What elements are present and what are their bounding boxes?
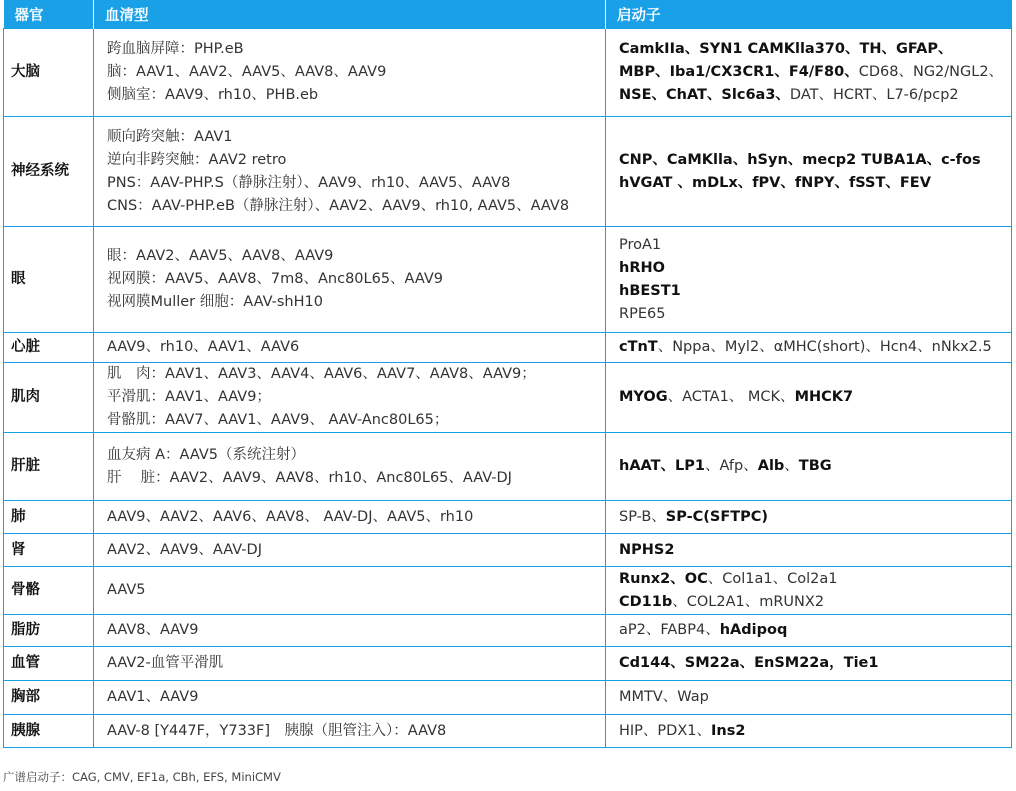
table-row	[4, 363, 1012, 433]
serotype-line: PNS：AAV-PHP.S（静脉注射）、AAV9、rh10、AAV5、AAV8	[107, 174, 511, 191]
organ-cell: 神经系统	[4, 117, 94, 227]
promoter-cell	[606, 433, 1012, 501]
promoter-line	[619, 280, 1003, 303]
promoter-bold-text: MYOG	[619, 389, 668, 405]
table-body	[4, 29, 1012, 748]
promoter-bold-text: hRHO	[619, 259, 665, 276]
serotype-cell	[94, 647, 606, 681]
serotype-line: 顺向跨突触：AAV1	[107, 128, 233, 145]
promoter-bold-text: hBEST1	[619, 282, 681, 299]
serotype-line: AAV2-血管平滑肌	[107, 655, 224, 671]
promoter-line	[619, 506, 1003, 529]
promoter-line	[619, 172, 1003, 195]
serotype-line: 视网膜Muller 细胞：AAV-shH10	[107, 294, 323, 310]
serotype-cell	[94, 227, 606, 333]
serotype-line: AAV8、AAV9	[107, 622, 199, 638]
promoter-line	[619, 61, 1003, 84]
organ-cell: 肝脏	[4, 433, 94, 501]
promoter-text: 、Afp、	[705, 458, 758, 474]
promoter-bold-text: hVGAT 、mDLx、fPV、fNPY、fSST、FEV	[619, 174, 931, 191]
promoter-line	[619, 720, 1003, 743]
serotype-line: 肌 肉：AAV1、AAV3、AAV4、AAV6、AAV7、AAV8、AAV9；	[107, 366, 536, 382]
serotype-line: 肝 脏：AAV2、AAV9、AAV8、rh10、Anc80L65、AAV-DJ	[107, 469, 512, 486]
organ-cell: 骨骼	[4, 567, 94, 615]
promoter-line	[619, 257, 1003, 280]
promoter-cell	[606, 615, 1012, 647]
promoter-line	[619, 386, 1003, 409]
table-row	[4, 615, 1012, 647]
header-serotype: 血清型	[94, 0, 606, 29]
serotype-line: 平滑肌：AAV1、AAV9；	[107, 389, 271, 405]
serotype-line: 视网膜：AAV5、AAV8、7m8、Anc80L65、AAV9	[107, 271, 444, 287]
promoter-line	[619, 539, 1003, 562]
promoter-text: 、ACTA1、 MCK、	[667, 389, 795, 405]
promoter-text: CD68、NG2/NGL2、	[858, 64, 1004, 80]
table-row	[4, 715, 1012, 748]
serotype-line: AAV9、rh10、AAV1、AAV6	[107, 339, 300, 355]
promoter-bold-text: CD11b	[619, 593, 673, 610]
serotype-line: AAV9、AAV2、AAV6、AAV8、 AAV-DJ、AAV5、rh10	[107, 508, 474, 525]
table-row	[4, 681, 1012, 715]
promoter-text: SP-B、	[619, 508, 666, 525]
promoter-cell	[606, 363, 1012, 433]
promoter-text: 、COL2A1、mRUNX2	[672, 593, 825, 610]
serotype-line: AAV2、AAV9、AAV-DJ	[107, 541, 262, 558]
serotype-line: 血友病 A：AAV5（系统注射）	[107, 446, 305, 463]
promoter-bold-text: MBP、Iba1/CX3CR1、F4/F80、	[619, 64, 859, 80]
promoter-cell	[606, 681, 1012, 715]
serotype-line: 骨骼肌：AAV7、AAV1、AAV9、 AAV-Anc80L65；	[107, 412, 449, 428]
promoter-cell	[606, 333, 1012, 363]
serotype-line: CNS：AAV-PHP.eB（静脉注射）、AAV2、AAV9、rh10, AAV5、AAV8	[107, 197, 570, 214]
organ-cell: 肺	[4, 501, 94, 534]
footnote: 广谱启动子：CAG, CMV, EF1a, CBh, EFS, MiniCMV	[3, 770, 281, 784]
promoter-cell	[606, 715, 1012, 748]
serotype-cell	[94, 333, 606, 363]
promoter-cell	[606, 117, 1012, 227]
serotype-line: 脑：AAV1、AAV2、AAV5、AAV8、AAV9	[107, 64, 387, 80]
serotype-line: AAV5	[107, 582, 146, 598]
promoter-line	[619, 455, 1003, 478]
promoter-line	[619, 619, 1003, 642]
organ-cell: 胸部	[4, 681, 94, 715]
organ-cell: 大脑	[4, 29, 94, 117]
organ-cell: 眼	[4, 227, 94, 333]
organ-cell: 肾	[4, 534, 94, 567]
organ-cell: 胰腺	[4, 715, 94, 748]
promoter-bold-text: Cd144、SM22a、EnSM22a，Tie1	[619, 655, 879, 671]
table-row	[4, 433, 1012, 501]
promoter-line	[619, 336, 1003, 359]
header-promoter: 启动子	[606, 0, 1012, 29]
promoter-text: aP2、FABP4、	[619, 622, 720, 638]
table-row	[4, 29, 1012, 117]
promoter-line	[619, 568, 1003, 591]
promoter-text: MMTV、Wap	[619, 689, 709, 705]
serotype-cell	[94, 534, 606, 567]
organ-cell: 脂肪	[4, 615, 94, 647]
serotype-line: AAV-8 [Y447F，Y733F] 胰腺（胆管注入）：AAV8	[107, 722, 447, 739]
serotype-cell	[94, 615, 606, 647]
organ-serotype-promoter-table	[3, 0, 1012, 748]
promoter-bold-text: Alb	[757, 458, 785, 474]
promoter-bold-text: hAdipoq	[719, 622, 788, 638]
promoter-cell	[606, 567, 1012, 615]
promoter-text: ProA1	[619, 236, 662, 253]
serotype-cell	[94, 363, 606, 433]
table-row	[4, 567, 1012, 615]
promoter-bold-text: NPHS2	[619, 541, 675, 558]
promoter-text: 、Col1a1、Col2a1	[707, 570, 838, 587]
serotype-line: 侧脑室：AAV9、rh10、PHB.eb	[107, 87, 319, 103]
promoter-line	[619, 38, 1003, 61]
promoter-bold-text: MHCK7	[794, 389, 854, 405]
promoter-cell	[606, 29, 1012, 117]
serotype-cell	[94, 117, 606, 227]
promoter-bold-text: CNP、CaMKlla、hSyn、mecp2 TUBA1A、c-fos	[619, 151, 981, 168]
promoter-cell	[606, 227, 1012, 333]
serotype-cell	[94, 681, 606, 715]
serotype-line: AAV1、AAV9	[107, 689, 199, 705]
promoter-line	[619, 234, 1003, 257]
table-header	[4, 0, 1012, 29]
promoter-text: DAT、HCRT、L7-6/pcp2	[789, 87, 959, 103]
promoter-cell	[606, 501, 1012, 534]
promoter-line	[619, 686, 1003, 709]
serotype-cell	[94, 29, 606, 117]
promoter-bold-text: SP-C(SFTPC)	[665, 508, 769, 525]
promoter-line	[619, 591, 1003, 614]
serotype-cell	[94, 433, 606, 501]
promoter-bold-text: cTnT	[619, 339, 658, 355]
promoter-line	[619, 652, 1003, 675]
serotype-line: 眼：AAV2、AAV5、AAV8、AAV9	[107, 248, 334, 264]
promoter-text: HIP、PDX1、	[619, 722, 711, 739]
serotype-line: 跨血脑屏障：PHP.eB	[107, 41, 244, 57]
header-row	[4, 0, 1012, 29]
table-row	[4, 333, 1012, 363]
header-organ: 器官	[4, 0, 94, 29]
promoter-cell	[606, 647, 1012, 681]
promoter-bold-text: CamkIIa、SYN1 CAMKlla370、TH、GFAP、	[619, 41, 953, 57]
table-row	[4, 501, 1012, 534]
promoter-bold-text: TBG	[798, 458, 832, 474]
promoter-line	[619, 149, 1003, 172]
promoter-text: RPE65	[619, 305, 666, 322]
promoter-line	[619, 303, 1003, 326]
promoter-bold-text: hAAT、LP1	[619, 458, 705, 474]
table-row	[4, 647, 1012, 681]
promoter-bold-text: NSE、ChAT、Slc6a3、	[619, 87, 790, 103]
organ-cell: 肌肉	[4, 363, 94, 433]
serotype-line: 逆向非跨突触：AAV2 retro	[107, 151, 287, 168]
promoter-bold-text: Runx2、OC	[619, 570, 708, 587]
serotype-cell	[94, 501, 606, 534]
serotype-cell	[94, 567, 606, 615]
promoter-text: 、	[784, 458, 799, 474]
promoter-bold-text: Ins2	[711, 722, 746, 739]
serotype-cell	[94, 715, 606, 748]
promoter-cell	[606, 534, 1012, 567]
promoter-line	[619, 84, 1003, 107]
table-row	[4, 117, 1012, 227]
table-row	[4, 227, 1012, 333]
organ-cell: 心脏	[4, 333, 94, 363]
organ-cell: 血管	[4, 647, 94, 681]
table-row	[4, 534, 1012, 567]
promoter-text: 、Nppa、Myl2、αMHC(short)、Hcn4、nNkx2.5	[657, 339, 992, 355]
